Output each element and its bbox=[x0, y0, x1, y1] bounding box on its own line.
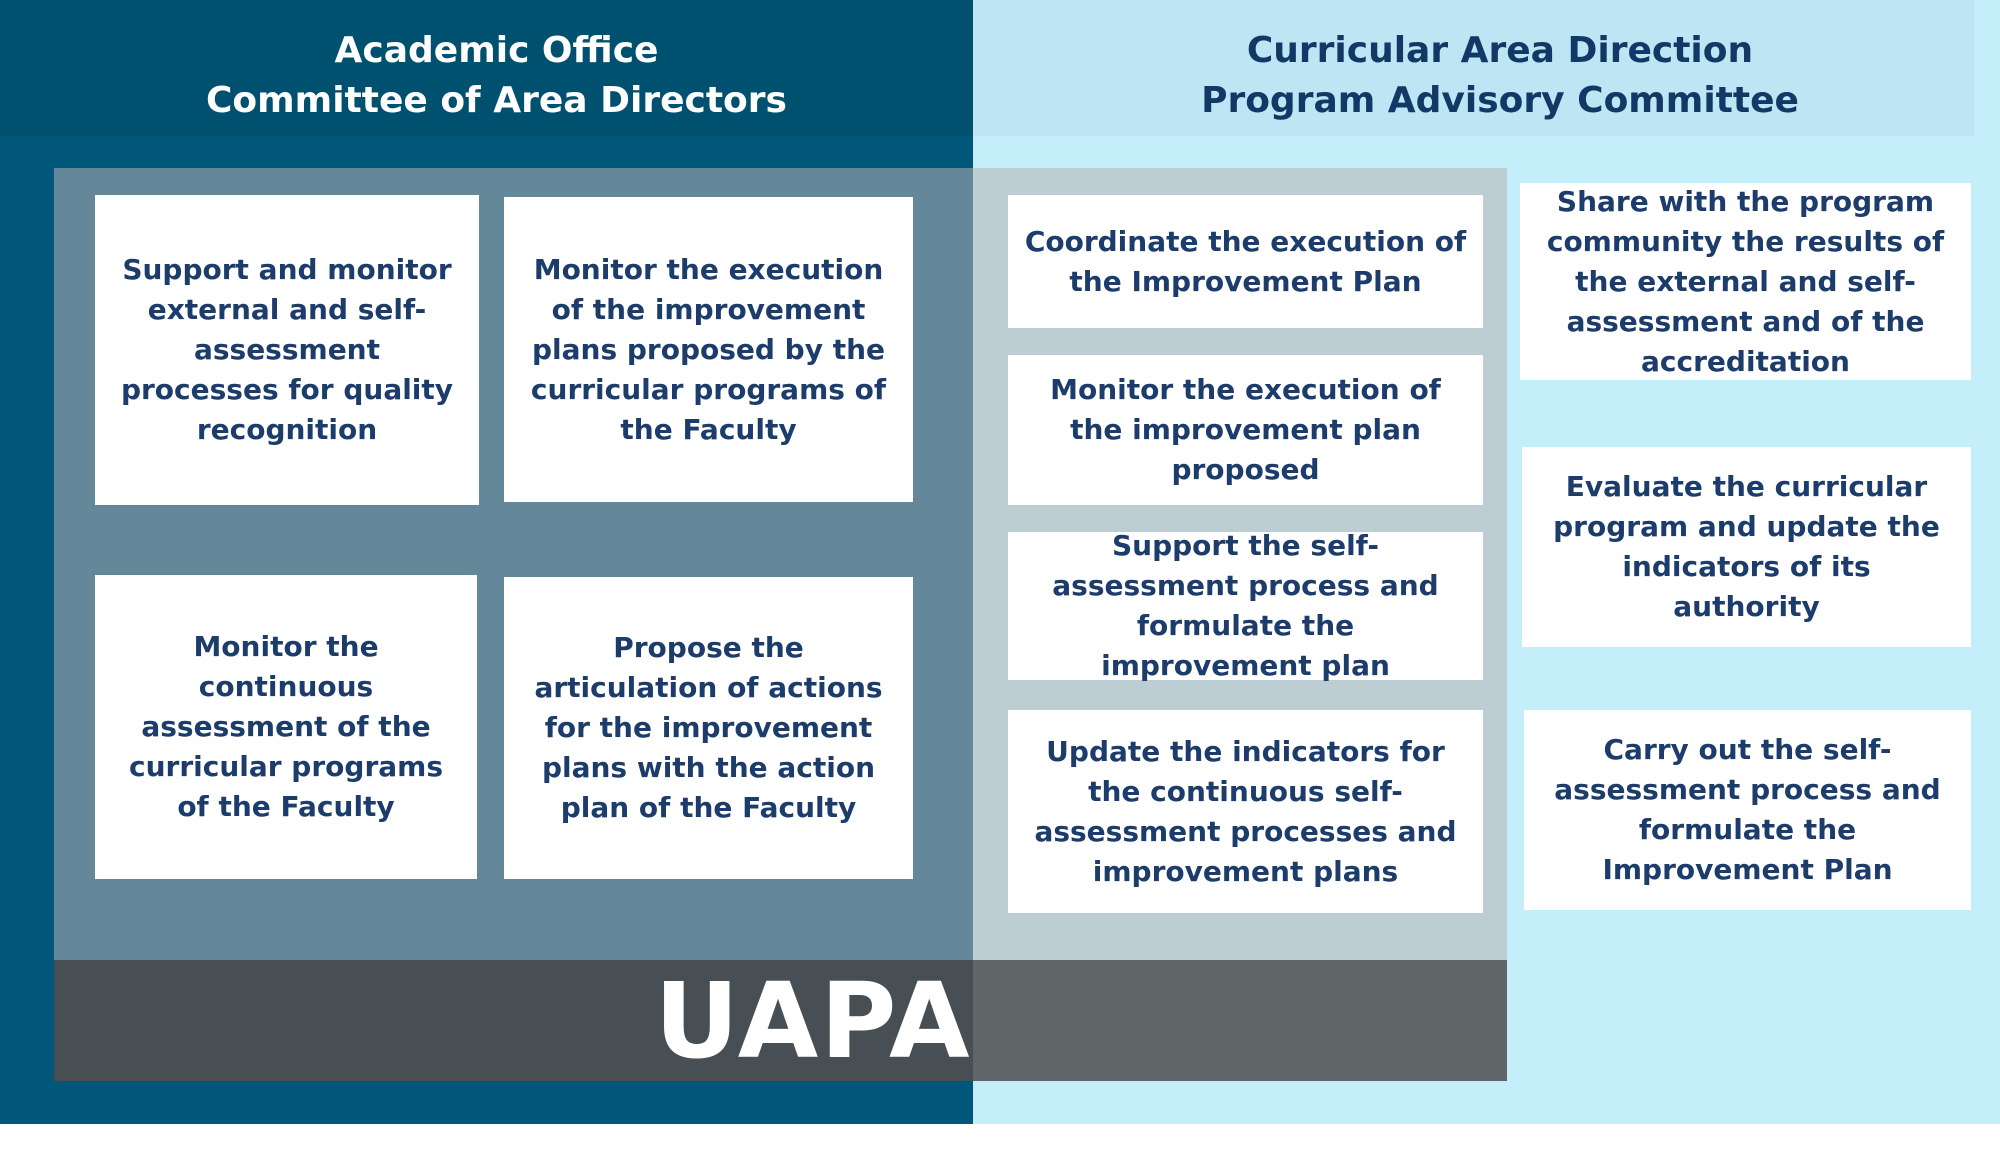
task-box-text: Monitor the continuous assessment of the curricular programs of the Faculty bbox=[128, 630, 443, 823]
curricular-area-title-line2: Program Advisory Committee bbox=[1201, 80, 1799, 121]
task-box-text: Share with the program community the results of the external and self-assessment and of the accreditation bbox=[1546, 184, 1945, 378]
task-box-monitor-execution-plans bbox=[504, 197, 913, 502]
task-box-monitor-execution-proposed bbox=[1008, 355, 1483, 505]
task-box-propose-articulation bbox=[504, 577, 913, 879]
task-box-text: Update the indicators for the continuous self-assessment processes and improvement plans bbox=[1034, 734, 1457, 888]
task-box-monitor-continuous-assessment bbox=[95, 575, 477, 879]
task-box-text: Evaluate the curricular program and update the indicators of its authority bbox=[1553, 470, 1940, 623]
task-box-support-monitor bbox=[95, 195, 479, 505]
academic-office-title-line1: Academic Office bbox=[334, 30, 659, 71]
task-box-coordinate-execution bbox=[1008, 195, 1483, 328]
task-box-text: Propose the articulation of actions for the improvement plans with the action plan of the Faculty bbox=[534, 631, 883, 824]
curricular-area-title bbox=[1000, 26, 2000, 126]
academic-office-title-line2: Committee of Area Directors bbox=[206, 80, 787, 121]
task-box-update-indicators bbox=[1008, 710, 1483, 913]
task-box-text: Monitor the execution of the improvement plans proposed by the curricular programs of the Faculty bbox=[530, 252, 887, 446]
task-box-support-self-assessment bbox=[1008, 529, 1483, 682]
uapa-logo: UAPA bbox=[654, 959, 972, 1082]
task-box-text: Support the self-assessment process and formulate the improvement plan bbox=[1052, 529, 1439, 682]
task-box-text: Carry out the self-assessment process and formulate the Improvement Plan bbox=[1554, 733, 1941, 886]
task-box-evaluate-program bbox=[1522, 447, 1971, 647]
task-box-text: Coordinate the execution of the Improvement Plan bbox=[1024, 224, 1467, 298]
task-box-share-results bbox=[1520, 183, 1971, 380]
logo-bar-right bbox=[973, 960, 1507, 1081]
curricular-area-title-line1: Curricular Area Direction bbox=[1246, 30, 1754, 71]
academic-office-title bbox=[0, 26, 993, 126]
task-box-text: Monitor the execution of the improvement plan proposed bbox=[1050, 373, 1441, 486]
task-box-carry-out-self-assessment bbox=[1524, 710, 1971, 910]
task-box-text: Support and monitor external and self-assessment processes for quality recognition bbox=[120, 253, 454, 446]
